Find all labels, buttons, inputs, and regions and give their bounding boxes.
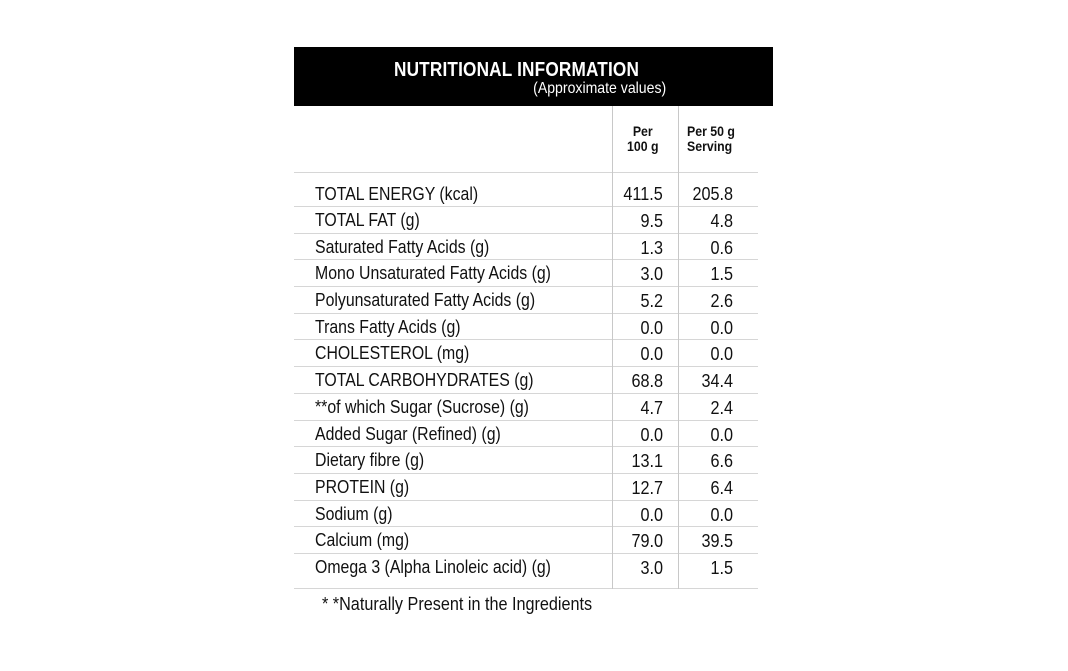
table-row	[294, 554, 758, 589]
nutrient-name: TOTAL FAT (g)	[315, 210, 420, 230]
nutrient-name: Mono Unsaturated Fatty Acids (g)	[315, 263, 551, 284]
table-row	[294, 287, 758, 314]
nutrient-name: TOTAL ENERGY (kcal)	[315, 184, 479, 204]
nutrient-name: Saturated Fatty Acids (g)	[315, 236, 490, 257]
value-per-100g: 79.0	[631, 531, 663, 552]
value-per-100g: 5.2	[640, 291, 663, 312]
nutrient-name: Omega 3 (Alpha Linoleic acid) (g)	[315, 556, 551, 577]
value-per-50g: 4.8	[710, 211, 733, 231]
table-row	[294, 172, 758, 207]
value-per-50g: 2.4	[710, 397, 733, 418]
column-header-per-100g-line2: 100 g	[627, 138, 659, 154]
column-header-per-50g	[687, 124, 735, 154]
value-per-50g: 0.0	[710, 504, 733, 525]
nutrient-name: CHOLESTEROL (mg)	[315, 343, 470, 364]
value-per-100g: 13.1	[631, 451, 663, 472]
nutrient-name: Dietary fibre (g)	[315, 450, 425, 471]
value-per-50g: 0.6	[710, 237, 733, 258]
nutrition-table	[294, 106, 758, 589]
value-per-50g: 1.5	[710, 264, 733, 285]
value-per-50g: 1.5	[710, 557, 733, 578]
nutrient-name: Added Sugar (Refined) (g)	[315, 423, 501, 444]
nutrient-name: Trans Fatty Acids (g)	[315, 316, 461, 337]
table-row	[294, 421, 758, 448]
value-per-100g: 4.7	[640, 397, 663, 418]
value-per-100g: 1.3	[640, 237, 663, 258]
footnote: * *Naturally Present in the Ingredients	[322, 594, 593, 614]
table-row	[294, 367, 758, 394]
value-per-100g: 0.0	[640, 344, 663, 365]
value-per-100g: 9.5	[640, 211, 663, 231]
table-row	[294, 260, 758, 287]
table-row	[294, 207, 758, 234]
column-header-per-50g-line2: Serving	[687, 138, 733, 154]
nutrient-name: Calcium (mg)	[315, 530, 410, 551]
table-row	[294, 527, 758, 554]
value-per-100g: 68.8	[631, 371, 663, 392]
table-row	[294, 447, 758, 474]
table-row	[294, 314, 758, 341]
value-per-50g: 0.0	[710, 344, 733, 365]
value-per-100g: 0.0	[640, 424, 663, 445]
table-row	[294, 340, 758, 367]
table-row	[294, 394, 758, 421]
value-per-100g: 0.0	[640, 504, 663, 525]
value-per-100g: 12.7	[631, 477, 663, 498]
column-divider-1	[612, 106, 613, 589]
nutrient-name: **of which Sugar (Sucrose) (g)	[315, 396, 529, 417]
nutrition-title: NUTRITIONAL INFORMATION	[394, 59, 640, 81]
column-divider-2	[678, 106, 679, 589]
value-per-100g: 3.0	[640, 264, 663, 285]
nutrition-header	[294, 47, 773, 106]
table-row	[294, 474, 758, 501]
value-per-100g: 411.5	[623, 184, 663, 204]
value-per-50g: 34.4	[701, 371, 733, 392]
table-row	[294, 234, 758, 261]
nutrient-name: PROTEIN (g)	[315, 476, 410, 497]
value-per-50g: 39.5	[701, 531, 733, 552]
column-header-per-100g	[627, 124, 659, 154]
nutrient-name: Sodium (g)	[315, 503, 393, 524]
nutrient-name: TOTAL CARBOHYDRATES (g)	[315, 370, 534, 391]
value-per-50g: 0.0	[710, 424, 733, 445]
value-per-50g: 6.4	[710, 477, 733, 498]
nutrition-panel	[294, 47, 773, 589]
column-header-per-50g-line1: Per 50 g	[687, 123, 735, 139]
nutrition-rows	[294, 172, 758, 589]
value-per-50g: 6.6	[710, 451, 733, 472]
value-per-50g: 0.0	[710, 317, 733, 338]
column-header-per-100g-line1: Per	[632, 123, 653, 139]
nutrition-subtitle: (Approximate values)	[532, 80, 666, 97]
table-row	[294, 501, 758, 528]
value-per-100g: 0.0	[640, 317, 663, 338]
value-per-50g: 2.6	[710, 291, 733, 312]
nutrient-name: Polyunsaturated Fatty Acids (g)	[315, 290, 536, 311]
value-per-100g: 3.0	[640, 557, 663, 578]
value-per-50g: 205.8	[692, 184, 733, 204]
column-header-row	[294, 106, 758, 172]
